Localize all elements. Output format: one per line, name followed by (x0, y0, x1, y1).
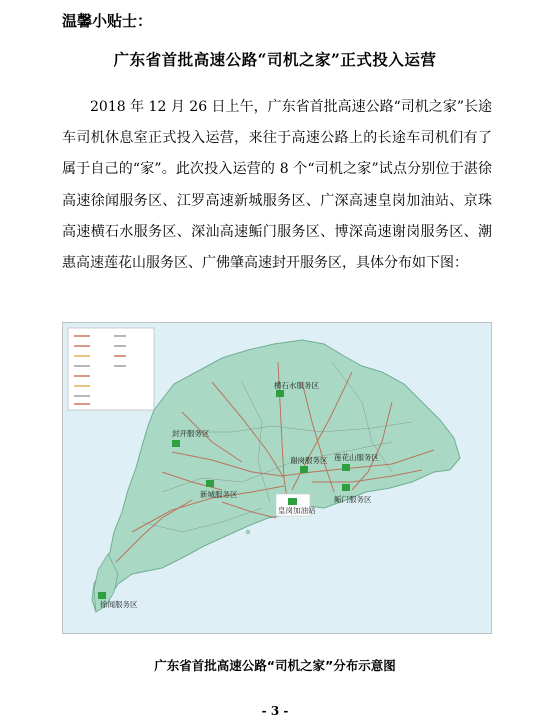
marker-label: 谢岗服务区 (290, 456, 328, 465)
marker-label: 新城服务区 (200, 490, 238, 499)
marker-label: 封开服务区 (172, 429, 210, 438)
article-paragraph: 2018 年 12 月 26 日上午，广东省首批高速公路“司机之家”长途车司机休息室正式投入运营，来往于高速公路上的长途车司机们有了属于自己的“家”。此次投入运营的 8 个“司机之家”试点分别位于湛徐高速徐闻服务区、江罗高速新城服务区、广深高速皇岗加油站、京珠高速横石水服务区、深汕高速鲘门服务区、博深高速谢岗服务区、潮惠高速莲花山服务区、广佛肇高速封开服务区，具体分布如下图： (62, 99, 492, 272)
guangdong-map (62, 322, 492, 634)
house-icon (300, 466, 308, 473)
marker-label: 徐闻服务区 (100, 600, 138, 609)
marker-label: 横石水服务区 (274, 381, 319, 390)
marker-label: 皇岗加油站 (278, 506, 316, 515)
page-number: - 3 - (261, 704, 289, 718)
map-island (246, 530, 250, 534)
house-icon (206, 480, 214, 487)
house-icon (342, 464, 350, 471)
tip-label: 温馨小贴士： (62, 12, 153, 30)
house-icon (98, 592, 106, 599)
house-icon (172, 440, 180, 447)
article-title: 广东省首批高速公路“司机之家”正式投入运营 (113, 50, 437, 69)
house-icon (342, 484, 350, 491)
house-icon (276, 390, 284, 397)
marker-label: 莲花山服务区 (334, 453, 379, 462)
map-caption: 广东省首批高速公路“司机之家”分布示意图 (154, 658, 396, 673)
marker-huanggang (276, 494, 316, 516)
marker-label: 鲘门服务区 (334, 495, 372, 504)
map-legend (68, 328, 154, 410)
house-icon (288, 498, 297, 505)
